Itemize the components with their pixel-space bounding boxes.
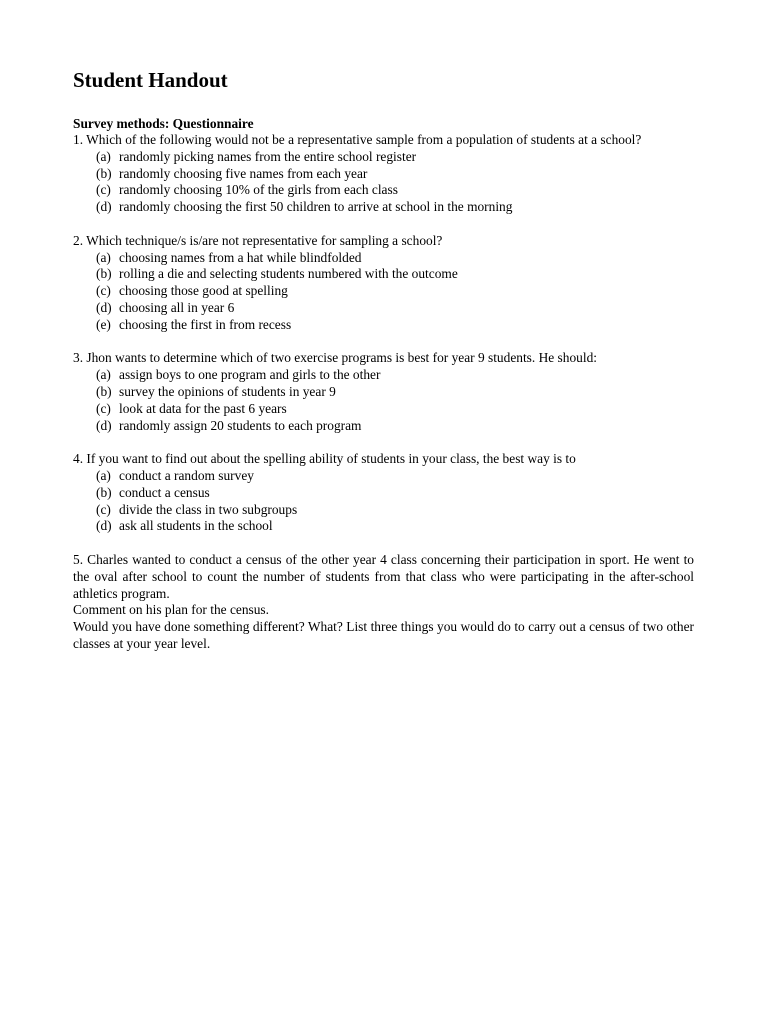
option-letter: (c) <box>96 182 111 198</box>
handout-page <box>73 66 694 670</box>
option-text: choosing the first in from recess <box>119 316 292 332</box>
option-item <box>96 166 694 183</box>
option-item <box>96 149 694 166</box>
option-letter: (b) <box>96 383 112 399</box>
option-item <box>96 266 694 283</box>
option-item <box>96 182 694 199</box>
option-list <box>73 367 694 434</box>
option-letter: (d) <box>96 417 112 433</box>
option-item <box>96 384 694 401</box>
option-item <box>96 468 694 485</box>
option-letter: (b) <box>96 484 112 500</box>
option-letter: (d) <box>96 299 112 315</box>
page-title: Student Handout <box>73 68 228 92</box>
option-text: randomly choosing 10% of the girls from each class <box>119 182 398 198</box>
option-text: divide the class in two subgroups <box>119 501 298 517</box>
question-5-followup: Would you have done something different? What? List three things you would do to carry out a census of two other classes at your year level. <box>73 619 694 651</box>
option-text: randomly choosing the first 50 children to arrive at school in the morning <box>119 199 513 215</box>
option-text: conduct a random survey <box>119 467 254 483</box>
option-item <box>96 250 694 267</box>
option-text: look at data for the past 6 years <box>119 400 287 416</box>
option-letter: (c) <box>96 400 111 416</box>
option-item <box>96 367 694 384</box>
option-letter: (a) <box>96 467 111 483</box>
section-subtitle: Survey methods: Questionnaire <box>73 116 254 131</box>
option-item <box>96 518 694 535</box>
question-text: 1. Which of the following would not be a representative sample from a population of students at a school? <box>73 132 642 147</box>
question-3 <box>73 350 694 434</box>
option-item <box>96 317 694 334</box>
question-text: 3. Jhon wants to determine which of two exercise programs is best for year 9 students. He should: <box>73 350 597 366</box>
option-item <box>96 485 694 502</box>
option-item <box>96 283 694 300</box>
option-text: randomly picking names from the entire school register <box>119 148 417 164</box>
option-letter: (a) <box>96 148 111 164</box>
question-5 <box>73 552 694 653</box>
option-letter: (b) <box>96 165 112 181</box>
option-letter: (d) <box>96 199 112 215</box>
option-text: randomly assign 20 students to each program <box>119 417 362 433</box>
option-item <box>96 502 694 519</box>
option-text: choosing all in year 6 <box>119 299 235 315</box>
option-text: choosing those good at spelling <box>119 283 288 299</box>
option-text: choosing names from a hat while blindfolded <box>119 249 362 265</box>
option-letter: (e) <box>96 316 111 332</box>
option-item <box>96 418 694 435</box>
question-text: 4. If you want to find out about the spelling ability of students in your class, the best way is to <box>73 451 576 467</box>
option-text: randomly choosing five names from each year <box>119 165 368 181</box>
option-item <box>96 300 694 317</box>
question-1 <box>73 132 694 216</box>
option-list <box>73 250 694 334</box>
option-letter: (c) <box>96 501 111 517</box>
option-text: conduct a census <box>119 484 210 500</box>
option-text: ask all students in the school <box>119 518 273 534</box>
option-item <box>96 401 694 418</box>
option-letter: (b) <box>96 266 112 282</box>
option-text: survey the opinions of students in year 9 <box>119 383 336 399</box>
question-2 <box>73 233 694 334</box>
option-list <box>73 468 694 535</box>
option-letter: (c) <box>96 283 111 299</box>
option-letter: (a) <box>96 367 111 383</box>
option-text: rolling a die and selecting students numbered with the outcome <box>119 266 458 282</box>
option-letter: (d) <box>96 518 112 534</box>
question-4 <box>73 451 694 535</box>
option-letter: (a) <box>96 249 111 265</box>
option-text: assign boys to one program and girls to the other <box>119 367 381 383</box>
question-list <box>73 132 694 535</box>
question-5-comment: Comment on his plan for the census. <box>73 602 269 618</box>
question-5-text: 5. Charles wanted to conduct a census of the other year 4 class concerning their participation in sport. He went to the oval after school to count the number of students from that class who were participating in the after-school athletics program. <box>73 551 694 601</box>
option-list <box>73 149 694 216</box>
question-text: 2. Which technique/s is/are not representative for sampling a school? <box>73 232 443 248</box>
option-item <box>96 199 694 216</box>
